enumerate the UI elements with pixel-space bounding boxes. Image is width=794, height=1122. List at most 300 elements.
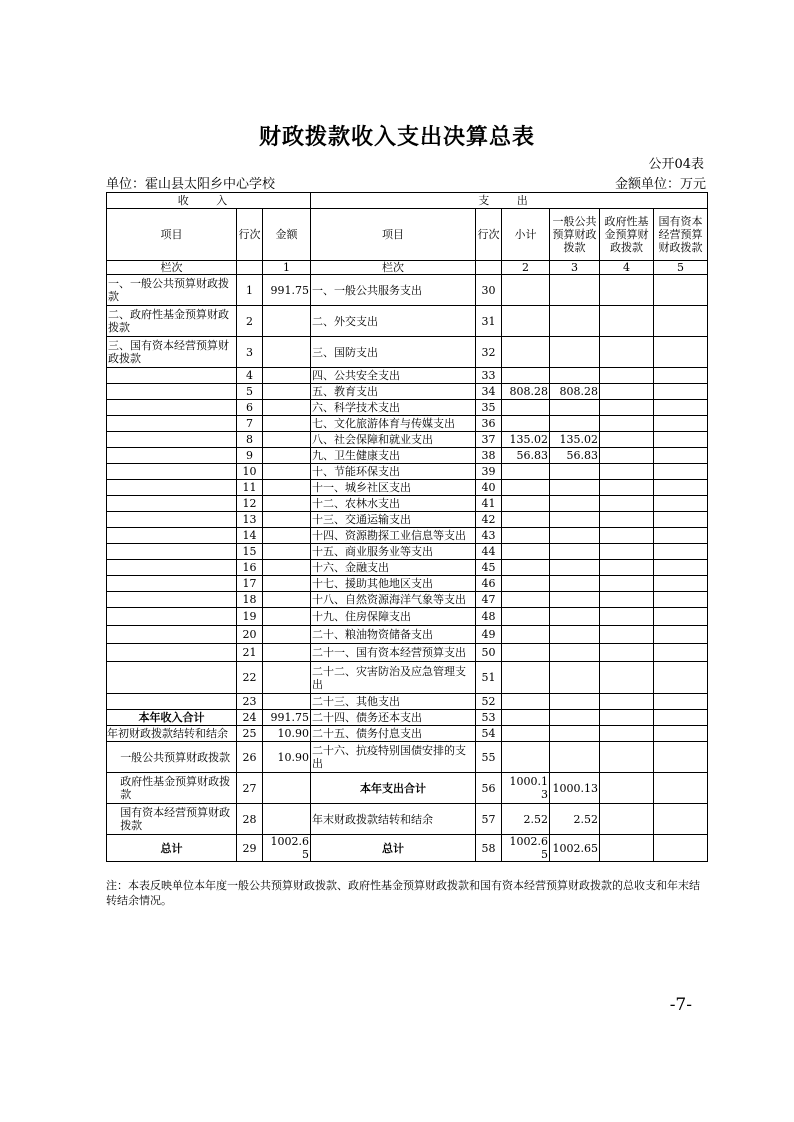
subtotal: 1002.65 [502,835,550,862]
expense-item: 十三、交通运输支出 [311,512,476,528]
income-amount [263,368,311,384]
table-row [107,576,708,592]
income-amount [263,337,311,368]
income-row-no: 15 [237,544,263,560]
table-row [107,496,708,512]
fund-budget [600,432,654,448]
income-amount [263,544,311,560]
subtotal [502,694,550,710]
expense-item: 年末财政拨款结转和结余 [311,804,476,835]
form-code: 公开04表 [648,157,704,172]
general-budget: 1002.65 [550,835,600,862]
fund-budget [600,592,654,608]
state-capital-budget [654,644,708,662]
income-row-no: 2 [237,306,263,337]
state-capital-budget [654,560,708,576]
table-row [107,608,708,626]
subtotal [502,592,550,608]
subtotal [502,560,550,576]
expense-item: 四、公共安全支出 [311,368,476,384]
expense-item: 十二、农林水支出 [311,496,476,512]
income-item [107,528,237,544]
income-amount [263,662,311,694]
column-index-1: 1 [263,261,311,275]
expense-item: 二、外交支出 [311,306,476,337]
table-row [107,742,708,773]
income-item: 本年收入合计 [107,710,237,726]
income-row-no: 19 [237,608,263,626]
income-amount [263,560,311,576]
state-capital-budget [654,835,708,862]
state-capital-budget [654,337,708,368]
fund-budget [600,306,654,337]
header-general-budget: 一般公共预算财政拨款 [550,209,600,261]
fund-budget [600,448,654,464]
income-amount [263,384,311,400]
table-row [107,644,708,662]
income-amount [263,626,311,644]
fund-budget [600,560,654,576]
column-index-4: 4 [600,261,654,275]
income-row-no: 5 [237,384,263,400]
expense-row-no: 34 [476,384,502,400]
subtotal [502,416,550,432]
income-row-no: 3 [237,337,263,368]
fund-budget [600,710,654,726]
income-item [107,644,237,662]
general-budget [550,726,600,742]
state-capital-budget [654,592,708,608]
expense-item: 十、节能环保支出 [311,464,476,480]
subtotal [502,480,550,496]
expense-row-no: 50 [476,644,502,662]
expense-row-no: 53 [476,710,502,726]
subtotal [502,626,550,644]
income-row-no: 28 [237,804,263,835]
income-row-no: 25 [237,726,263,742]
state-capital-budget [654,804,708,835]
expense-row-no: 41 [476,496,502,512]
income-item: 三、国有资本经营预算财政拨款 [107,337,237,368]
subtotal [502,726,550,742]
expense-item: 十八、自然资源海洋气象等支出 [311,592,476,608]
expense-row-no: 42 [476,512,502,528]
expense-item: 三、国防支出 [311,337,476,368]
income-item [107,592,237,608]
fund-budget [600,496,654,512]
income-amount [263,306,311,337]
table-row [107,384,708,400]
income-item [107,576,237,592]
state-capital-budget [654,432,708,448]
subtotal [502,644,550,662]
table-row [107,592,708,608]
general-budget [550,560,600,576]
state-capital-budget [654,480,708,496]
income-amount [263,576,311,592]
table-row [107,512,708,528]
subtotal [502,512,550,528]
subtotal: 56.83 [502,448,550,464]
expense-row-no: 57 [476,804,502,835]
income-row-no: 24 [237,710,263,726]
column-index-5: 5 [654,261,708,275]
income-amount [263,592,311,608]
header-subtotal: 小计 [502,209,550,261]
fund-budget [600,804,654,835]
income-amount [263,416,311,432]
expense-item: 十一、城乡社区支出 [311,480,476,496]
general-budget [550,694,600,710]
general-budget [550,496,600,512]
expense-row-no: 38 [476,448,502,464]
fund-budget [600,662,654,694]
income-item [107,448,237,464]
header-expense-item: 项目 [311,209,476,261]
table-row [107,306,708,337]
table-row [107,662,708,694]
expense-row-no: 56 [476,773,502,804]
table-row [107,560,708,576]
income-item: 二、政府性基金预算财政拨款 [107,306,237,337]
income-row-no: 18 [237,592,263,608]
expense-item: 本年支出合计 [311,773,476,804]
general-budget: 56.83 [550,448,600,464]
expense-item: 二十、粮油物资储备支出 [311,626,476,644]
expense-item: 二十三、其他支出 [311,694,476,710]
column-index-2: 2 [502,261,550,275]
expense-item: 十五、商业服务业等支出 [311,544,476,560]
fund-budget [600,480,654,496]
expense-item: 八、社会保障和就业支出 [311,432,476,448]
expense-row-no: 32 [476,337,502,368]
income-amount [263,694,311,710]
income-amount [263,480,311,496]
income-item [107,416,237,432]
fund-budget [600,337,654,368]
income-row-no: 9 [237,448,263,464]
state-capital-budget [654,448,708,464]
general-budget [550,626,600,644]
income-amount: 991.75 [263,275,311,306]
income-row-no: 27 [237,773,263,804]
income-item [107,626,237,644]
expense-item: 一、一般公共服务支出 [311,275,476,306]
expense-item: 十六、金融支出 [311,560,476,576]
expense-row-no: 46 [476,576,502,592]
table-row [107,275,708,306]
general-budget [550,662,600,694]
header-fund-budget: 政府性基金预算财政拨款 [600,209,654,261]
expense-row-no: 33 [476,368,502,384]
income-row-no: 17 [237,576,263,592]
table-row [107,464,708,480]
header-income-row-no: 行次 [237,209,263,261]
state-capital-budget [654,694,708,710]
table-row [107,835,708,862]
general-budget [550,275,600,306]
header-income-item: 项目 [107,209,237,261]
subtotal: 808.28 [502,384,550,400]
subtotal [502,464,550,480]
income-row-no: 23 [237,694,263,710]
income-item: 政府性基金预算财政拨款 [107,773,237,804]
expense-row-no: 55 [476,742,502,773]
income-item [107,608,237,626]
income-amount [263,528,311,544]
table-row [107,448,708,464]
expense-item: 二十四、债务还本支出 [311,710,476,726]
state-capital-budget [654,496,708,512]
subtotal: 1000.13 [502,773,550,804]
state-capital-budget [654,544,708,560]
income-item [107,560,237,576]
table-note: 注：本表反映单位本年度一般公共预算财政拨款、政府性基金预算财政拨款和国有资本经营预算财政拨款的总收支和年末结转结余情况。 [106,879,700,907]
general-budget [550,608,600,626]
income-row-no: 16 [237,560,263,576]
expense-row-no: 30 [476,275,502,306]
expense-row-no: 49 [476,626,502,644]
page-number: -7- [669,995,692,1015]
general-budget [550,576,600,592]
expense-row-no: 47 [476,592,502,608]
subtotal [502,576,550,592]
expense-item: 十七、援助其他地区支出 [311,576,476,592]
state-capital-budget [654,306,708,337]
expense-item: 六、科学技术支出 [311,400,476,416]
income-item [107,496,237,512]
general-budget: 1000.13 [550,773,600,804]
subtotal [502,275,550,306]
income-item [107,384,237,400]
state-capital-budget [654,608,708,626]
table-row [107,400,708,416]
fund-budget [600,528,654,544]
income-amount: 1002.65 [263,835,311,862]
table-row [107,726,708,742]
income-amount [263,432,311,448]
expense-row-no: 45 [476,560,502,576]
subtotal [502,368,550,384]
income-item: 一般公共预算财政拨款 [107,742,237,773]
state-capital-budget [654,464,708,480]
income-item: 总计 [107,835,237,862]
state-capital-budget [654,384,708,400]
income-amount: 991.75 [263,710,311,726]
table-row [107,773,708,804]
expense-item: 总计 [311,835,476,862]
subtotal [502,710,550,726]
fund-budget [600,400,654,416]
expense-row-no: 37 [476,432,502,448]
income-row-no: 11 [237,480,263,496]
table-row [107,528,708,544]
column-index-label: 栏次 [107,261,237,275]
income-row-no: 26 [237,742,263,773]
fund-budget [600,576,654,592]
income-row-no: 21 [237,644,263,662]
expense-row-no: 39 [476,464,502,480]
budget-summary-table [106,192,708,862]
subtotal [502,496,550,512]
income-item [107,464,237,480]
subtotal [502,662,550,694]
column-index-blank [237,261,263,275]
general-budget [550,464,600,480]
income-row-no: 14 [237,528,263,544]
column-index-blank-2 [476,261,502,275]
reporting-unit: 单位：霍山县太阳乡中心学校 [106,177,276,192]
fund-budget [600,742,654,773]
state-capital-budget [654,726,708,742]
subtotal [502,337,550,368]
table-row [107,710,708,726]
fund-budget [600,384,654,400]
income-amount [263,400,311,416]
expense-row-no: 36 [476,416,502,432]
subtotal [502,400,550,416]
income-item [107,512,237,528]
state-capital-budget [654,275,708,306]
income-item [107,480,237,496]
income-item [107,400,237,416]
subtotal [502,608,550,626]
income-row-no: 4 [237,368,263,384]
fund-budget [600,835,654,862]
table-row [107,432,708,448]
state-capital-budget [654,368,708,384]
expense-item: 二十二、灾害防治及应急管理支出 [311,662,476,694]
expense-item: 五、教育支出 [311,384,476,400]
table-row [107,626,708,644]
fund-budget [600,773,654,804]
expense-item: 二十五、债务付息支出 [311,726,476,742]
fund-budget [600,726,654,742]
fund-budget [600,544,654,560]
table-row [107,416,708,432]
income-row-no: 1 [237,275,263,306]
general-budget [550,710,600,726]
general-budget [550,528,600,544]
income-amount [263,608,311,626]
state-capital-budget [654,528,708,544]
general-budget [550,416,600,432]
state-capital-budget [654,773,708,804]
expense-row-no: 40 [476,480,502,496]
income-amount [263,512,311,528]
income-row-no: 13 [237,512,263,528]
income-row-no: 8 [237,432,263,448]
expense-section-header: 支 出 [311,193,708,209]
general-budget: 135.02 [550,432,600,448]
income-row-no: 20 [237,626,263,644]
income-item [107,662,237,694]
income-amount: 10.90 [263,742,311,773]
expense-item: 十九、住房保障支出 [311,608,476,626]
income-item [107,432,237,448]
income-amount [263,464,311,480]
income-amount [263,773,311,804]
general-budget [550,306,600,337]
general-budget [550,400,600,416]
general-budget [550,644,600,662]
general-budget [550,742,600,773]
income-amount [263,496,311,512]
fund-budget [600,275,654,306]
expense-row-no: 44 [476,544,502,560]
expense-row-no: 48 [476,608,502,626]
fund-budget [600,512,654,528]
general-budget [550,337,600,368]
table-row [107,544,708,560]
state-capital-budget [654,576,708,592]
expense-item: 十四、资源勘探工业信息等支出 [311,528,476,544]
state-capital-budget [654,400,708,416]
amount-unit: 金额单位：万元 [614,177,706,192]
income-amount [263,804,311,835]
expense-item: 二十六、抗疫特别国债安排的支出 [311,742,476,773]
income-section-header: 收 入 [107,193,311,209]
income-item: 年初财政拨款结转和结余 [107,726,237,742]
fund-budget [600,644,654,662]
expense-row-no: 58 [476,835,502,862]
fund-budget [600,608,654,626]
table-row [107,694,708,710]
column-index-3: 3 [550,261,600,275]
expense-row-no: 31 [476,306,502,337]
income-amount [263,448,311,464]
table-row [107,480,708,496]
column-index-label-2: 栏次 [311,261,476,275]
table-row [107,337,708,368]
subtotal [502,306,550,337]
income-row-no: 22 [237,662,263,694]
income-row-no: 10 [237,464,263,480]
general-budget [550,512,600,528]
fund-budget [600,626,654,644]
income-row-no: 12 [237,496,263,512]
table-row [107,368,708,384]
state-capital-budget [654,742,708,773]
expense-row-no: 35 [476,400,502,416]
income-item: 国有资本经营预算财政拨款 [107,804,237,835]
expense-item: 二十一、国有资本经营预算支出 [311,644,476,662]
state-capital-budget [654,512,708,528]
table-row [107,804,708,835]
general-budget: 2.52 [550,804,600,835]
subtotal [502,528,550,544]
expense-row-no: 51 [476,662,502,694]
fund-budget [600,416,654,432]
income-row-no: 29 [237,835,263,862]
header-expense-row-no: 行次 [476,209,502,261]
state-capital-budget [654,416,708,432]
fund-budget [600,694,654,710]
income-amount: 10.90 [263,726,311,742]
income-item: 一、一般公共预算财政拨款 [107,275,237,306]
fund-budget [600,464,654,480]
expense-item: 七、文化旅游体育与传媒支出 [311,416,476,432]
income-item [107,368,237,384]
general-budget: 808.28 [550,384,600,400]
general-budget [550,368,600,384]
income-row-no: 6 [237,400,263,416]
income-item [107,544,237,560]
header-income-amount: 金额 [263,209,311,261]
subtotal: 135.02 [502,432,550,448]
expense-row-no: 52 [476,694,502,710]
general-budget [550,480,600,496]
